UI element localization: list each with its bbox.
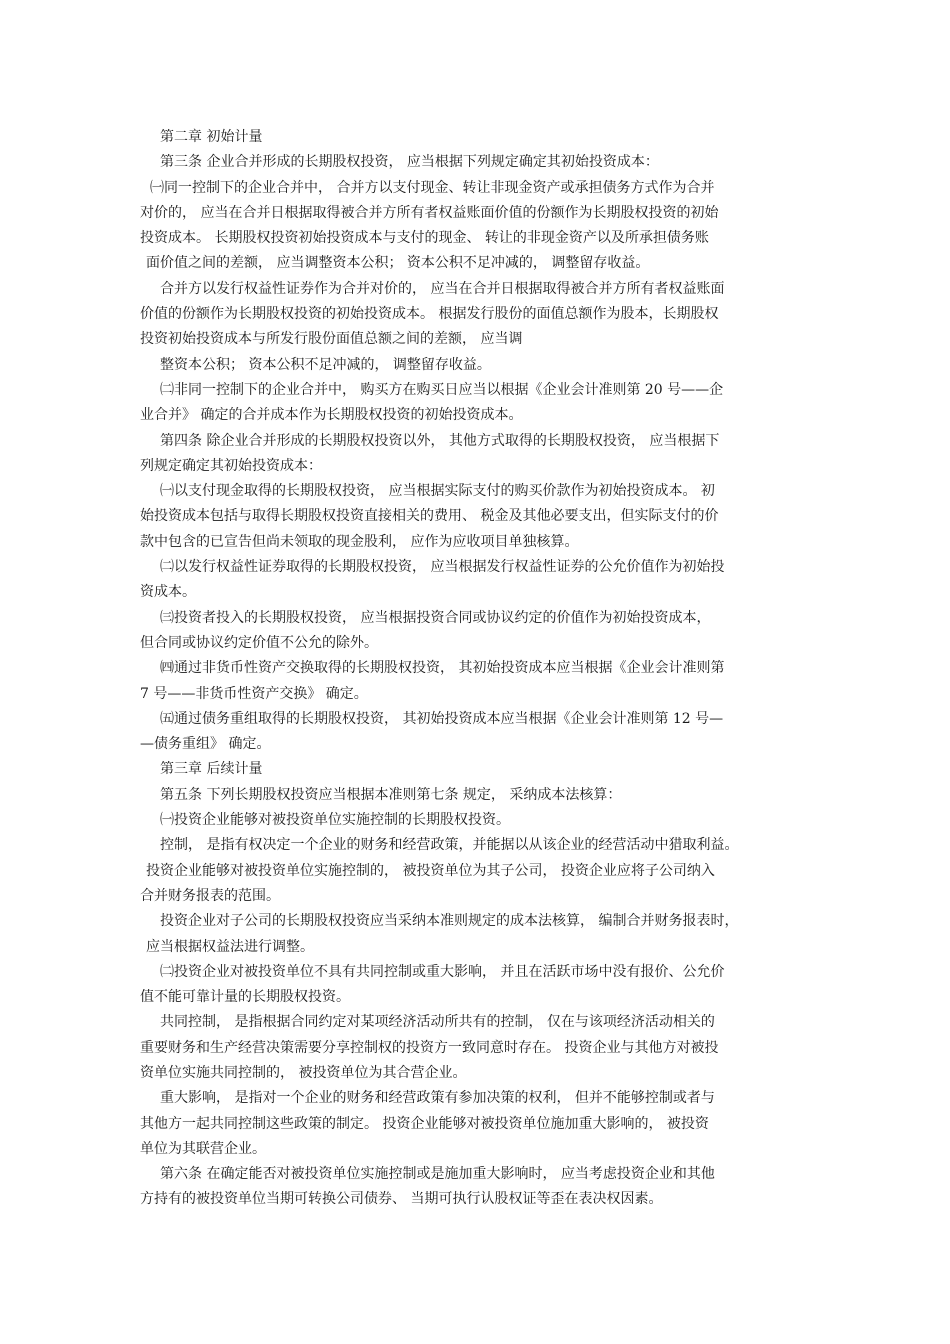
paragraph-line: 投资企业能够对被投资单位实施控制的， 被投资单位为其子公司， 投资企业应将子公司纳入 (146, 862, 715, 879)
paragraph-line: 值不能可靠计量的长期股权投资。 (140, 989, 350, 1006)
paragraph-line: 面价值之间的差额， 应当调整资本公积； 资本公积不足冲减的， 调整留存收益。 (146, 255, 650, 272)
paragraph-line: 投资成本。 长期股权投资初始投资成本与支付的现金、 转让的非现金资产以及所承担债务账 (140, 230, 709, 247)
paragraph-line: 共同控制， 是指根据合同约定对某项经济活动所共有的控制， 仅在与该项经济活动相关的 (160, 1014, 715, 1031)
paragraph-line: 控制， 是指有权决定一个企业的财务和经营政策，并能据以从该企业的经营活动中猎取利益。 (160, 837, 739, 854)
paragraph-line: 应当根据权益法进行调整。 (146, 938, 314, 955)
chapter-heading: 第三章 后续计量 (160, 761, 263, 778)
paragraph-line: ㈠以支付现金取得的长期股权投资， 应当根据实际支付的购买价款作为初始投资成本。 初 (160, 483, 715, 500)
paragraph-line: ㈡以发行权益性证券取得的长期股权投资， 应当根据发行权益性证券的公允价值作为初始投 (160, 559, 725, 576)
chapter-heading: 第二章 初始计量 (160, 129, 263, 145)
paragraph-line: 合并财务报表的范围。 (140, 887, 280, 904)
document-page (140, 125, 820, 1213)
paragraph-line: 重要财务和生产经营决策需要分享控制权的投资方一致同意时存在。 投资企业与其他方对被投 (140, 1039, 719, 1056)
article-line: 第四条 除企业合并形成的长期股权投资以外， 其他方式取得的长期股权投资， 应当根据下 (160, 432, 720, 449)
paragraph-line: 整资本公积； 资本公积不足冲减的， 调整留存收益。 (160, 356, 491, 373)
paragraph-line: 重大影响， 是指对一个企业的财务和经营政策有参加决策的权利， 但并不能够控制或者与 (160, 1090, 715, 1107)
paragraph-line: 对价的， 应当在合并日根据取得被合并方所有者权益账面价值的份额作为长期股权投资的初始 (140, 204, 719, 221)
paragraph-line: 投资企业对子公司的长期股权投资应当采纳本准则规定的成本法核算， 编制合并财务报表时， (160, 913, 739, 930)
paragraph-line: 始投资成本包括与取得长期股权投资直接相关的费用、 税金及其他必要支出，但实际支付的价 (140, 508, 719, 525)
paragraph-line: 列规定确定其初始投资成本： (140, 457, 322, 474)
paragraph-line: 投资初始投资成本与所发行股份面值总额之间的差额， 应当调 (140, 331, 523, 348)
article-line: 第三条 企业合并形成的长期股权投资， 应当根据下列规定确定其初始投资成本： (160, 154, 659, 171)
paragraph-line: 业合并》 确定的合并成本作为长期股权投资的初始投资成本。 (140, 407, 523, 424)
paragraph-line: 合并方以发行权益性证券作为合并对价的， 应当在合并日根据取得被合并方所有者权益账面 (160, 280, 725, 297)
paragraph-line: 资单位实施共同控制的， 被投资单位为其合营企业。 (140, 1064, 467, 1081)
paragraph-line: ㈢投资者投入的长期股权投资， 应当根据投资合同或协议约定的价值作为初始投资成本， (160, 609, 711, 626)
paragraph-line: ㈣通过非货币性资产交换取得的长期股权投资， 其初始投资成本应当根据《企业会计准则第 (160, 660, 725, 677)
paragraph-line: ㈠同一控制下的企业合并中， 合并方以支付现金、转让非现金资产或承担债务方式作为合并 (150, 179, 715, 196)
paragraph-line: 价值的份额作为长期股权投资的初始投资成本。 根据发行股份的面值总额作为股本，长期股权 (140, 306, 719, 323)
paragraph-line: ㈡投资企业对被投资单位不具有共同控制或重大影响， 并且在活跃市场中没有报价、公允价 (160, 963, 725, 980)
paragraph-line: 款中包含的已宣告但尚未领取的现金股利， 应作为应收项目单独核算。 (140, 533, 579, 550)
paragraph-line: 单位为其联营企业。 (140, 1140, 266, 1157)
paragraph-line: —债务重组》 确定。 (140, 736, 271, 753)
article-line: 第六条 在确定能否对被投资单位实施控制或是施加重大影响时， 应当考虑投资企业和其他 (160, 1166, 715, 1183)
paragraph-line: 资成本。 (140, 584, 196, 601)
paragraph-line: ㈡非同一控制下的企业合并中， 购买方在购买日应当以根据《企业会计准则第 20 号——企 (160, 381, 724, 398)
article-line: 第五条 下列长期股权投资应当根据本准则第七条 规定， 采纳成本法核算： (160, 786, 622, 803)
paragraph-line: 其他方一起共同控制这些政策的制定。 投资企业能够对被投资单位施加重大影响的， 被投资 (140, 1115, 709, 1132)
paragraph-line: ㈤通过债务重组取得的长期股权投资， 其初始投资成本应当根据《企业会计准则第 12 号— (160, 710, 724, 727)
paragraph-line: 7 号——非货币性资产交换》 确定。 (140, 685, 368, 702)
paragraph-line: 但合同或协议约定价值不公允的除外。 (140, 634, 378, 651)
paragraph-line: 方持有的被投资单位当期可转换公司债券、 当期可执行认股权证等歪在表决权因素。 (140, 1191, 663, 1208)
paragraph-line: ㈠投资企业能够对被投资单位实施控制的长期股权投资。 (160, 812, 510, 829)
